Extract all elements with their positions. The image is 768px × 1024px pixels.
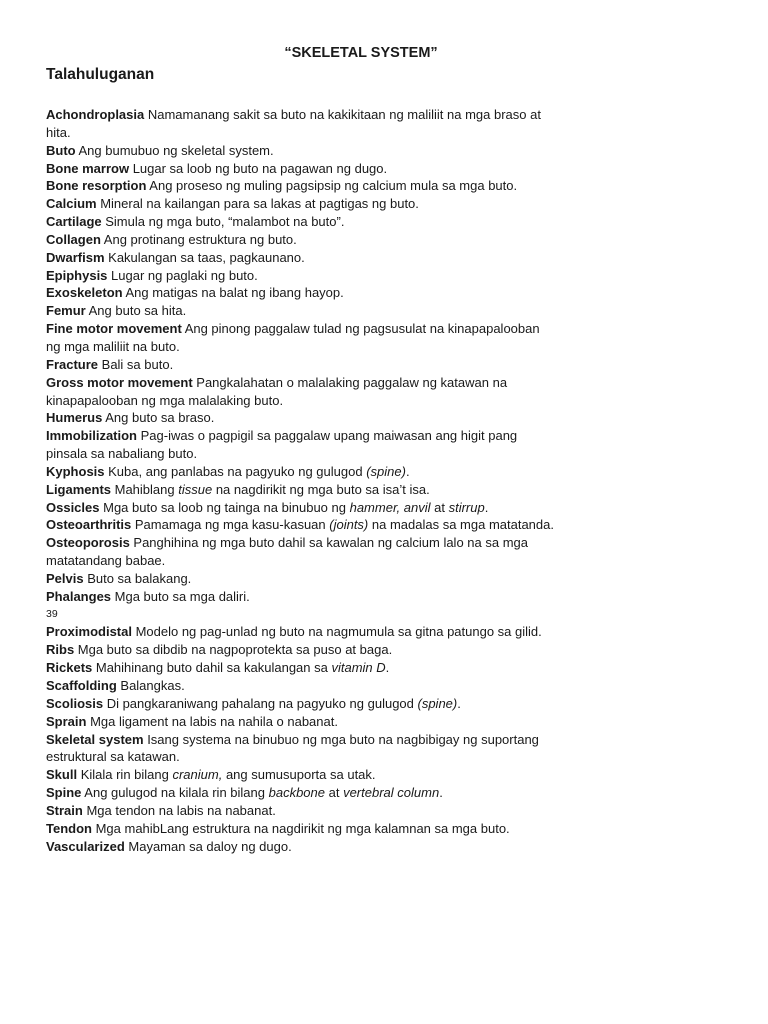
glossary-entry — [46, 534, 556, 570]
glossary-definition-tail: . — [484, 499, 489, 515]
glossary-definition: Mga ligament na labis na nahila o nabanat. — [86, 713, 338, 729]
glossary-term: Buto — [46, 142, 76, 158]
glossary-definition-tail: . — [405, 463, 410, 479]
section-heading: Talahuluganan — [46, 66, 155, 83]
glossary-definition-italic: (spine) — [366, 463, 406, 479]
glossary-term: Fracture — [46, 356, 99, 372]
glossary-definition: Balangkas. — [116, 678, 185, 693]
glossary-term: Vascularized — [46, 838, 125, 854]
glossary-term: Osteoarthritis — [46, 517, 132, 533]
glossary-entry — [46, 659, 556, 677]
glossary-definition-italic: vertebral column — [343, 785, 440, 801]
glossary-term: Sprain — [46, 713, 87, 729]
glossary-term: Strain — [46, 802, 83, 818]
glossary-definition-italic: tissue — [178, 481, 213, 497]
glossary-term: Osteoporosis — [46, 535, 130, 551]
glossary-definition: Mayaman sa daloy ng dugo. — [124, 838, 292, 854]
glossary-definition: Lugar sa loob ng buto na pagawan ng dugo. — [129, 160, 388, 176]
glossary-term: Achondroplasia — [46, 107, 145, 122]
glossary-entry — [46, 838, 556, 856]
glossary-definition: Ang buto sa hita. — [85, 303, 187, 319]
glossary-entry — [46, 160, 556, 178]
glossary-definition: Mga tendon na labis na nabanat. — [82, 802, 276, 818]
glossary-term: Calcium — [46, 196, 97, 212]
glossary-entry — [46, 302, 556, 320]
glossary-definition: Modelo ng pag-unlad ng buto na nagmumula sa gitna patungo sa gilid. — [131, 624, 542, 640]
glossary-term: Skeletal system — [46, 731, 144, 747]
glossary-entry — [46, 641, 556, 659]
glossary-definition: Mahiblang — [111, 481, 179, 497]
glossary-entry — [46, 695, 556, 713]
glossary-entry — [46, 499, 556, 517]
glossary-entry — [46, 356, 556, 374]
glossary-term: Scaffolding — [46, 678, 117, 693]
glossary-term: Exoskeleton — [46, 285, 123, 301]
glossary-definition-tail: at — [325, 785, 344, 801]
glossary-definition-italic: stirrup — [448, 499, 485, 515]
glossary-list — [46, 106, 556, 855]
glossary-term: Fine motor movement — [46, 321, 182, 337]
glossary-definition: Kakulangan sa taas, pagkaunano. — [104, 249, 305, 265]
glossary-term: Rickets — [46, 660, 93, 676]
glossary-term: Tendon — [46, 820, 92, 836]
glossary-definition: Mga buto sa loob ng tainga na binubuo ng — [99, 499, 350, 515]
glossary-entry — [46, 213, 556, 231]
glossary-term: Immobilization — [46, 428, 137, 444]
document-title: “SKELETAL SYSTEM” — [284, 45, 438, 61]
glossary-entry — [46, 320, 556, 356]
glossary-entry — [46, 409, 556, 427]
glossary-definition: Namamanang sakit sa buto na kakikitaan ng maliliit na mga braso at hita. — [46, 107, 541, 140]
glossary-term: Bone resorption — [46, 178, 147, 194]
glossary-definition: Pamamaga ng mga kasu-kasuan — [131, 517, 330, 533]
glossary-definition: Ang buto sa braso. — [102, 410, 215, 426]
glossary-entry — [46, 231, 556, 249]
glossary-entry — [46, 623, 556, 641]
glossary-entry — [46, 677, 556, 695]
glossary-entry — [46, 142, 556, 160]
page-number: 39 — [46, 607, 58, 620]
glossary-entry — [46, 731, 556, 767]
glossary-term: Collagen — [46, 231, 101, 247]
glossary-entry — [46, 463, 556, 481]
glossary-definition-italic: vitamin D — [331, 660, 386, 676]
glossary-term: Kyphosis — [46, 463, 105, 479]
glossary-definition: Ang pinong paggalaw tulad ng pagsusulat na kinapapalooban ng mga maliliit na buto. — [46, 321, 540, 354]
glossary-definition: Simula ng mga buto, “malambot na buto”. — [101, 214, 345, 230]
glossary-definition: Mga mahibLang estruktura na nagdirikit ng mga kalamnan sa mga buto. — [91, 820, 510, 836]
glossary-definition-tail: na madalas sa mga matatanda. — [368, 517, 554, 533]
glossary-entry — [46, 802, 556, 820]
glossary-entry — [46, 820, 556, 838]
glossary-term: Epiphysis — [46, 267, 108, 283]
glossary-entry — [46, 516, 556, 534]
glossary-definition-tail: . — [385, 660, 390, 676]
glossary-term: Pelvis — [46, 570, 84, 586]
glossary-entry — [46, 106, 556, 142]
glossary-entry — [46, 267, 556, 285]
glossary-definition: Di pangkaraniwang pahalang na pagyuko ng gulugod — [103, 695, 418, 711]
glossary-definition: Mineral na kailangan para sa lakas at pagtigas ng buto. — [96, 196, 419, 212]
glossary-definition: Ang gulugod na kilala rin bilang — [81, 785, 269, 801]
glossary-definition: Bali sa buto. — [98, 356, 174, 372]
glossary-definition: Lugar ng paglaki ng buto. — [107, 267, 258, 283]
glossary-definition: Mga buto sa mga daliri. — [111, 588, 250, 604]
glossary-definition: Ang proseso ng muling pagsipsip ng calcium mula sa mga buto. — [146, 178, 518, 194]
glossary-definition: Pag-iwas o pagpigil sa paggalaw upang maiwasan ang higit pang pinsala sa nabaliang buto. — [46, 428, 518, 462]
glossary-term: Phalanges — [46, 588, 112, 604]
glossary-definition-tail: at — [430, 499, 449, 515]
glossary-term: Bone marrow — [46, 160, 130, 176]
glossary-term: Humerus — [46, 410, 103, 426]
glossary-definition: Isang systema na binubuo ng mga buto na nagbibigay ng suportang estruktural sa katawan. — [46, 731, 539, 765]
glossary-entry — [46, 784, 556, 802]
glossary-entry — [46, 249, 556, 267]
glossary-definition-italic: (spine) — [417, 695, 458, 711]
glossary-definition: Ang bumubuo ng skeletal system. — [75, 142, 274, 158]
glossary-entry — [46, 195, 556, 213]
glossary-term: Ribs — [46, 642, 75, 658]
glossary-term: Femur — [46, 303, 86, 319]
glossary-entry — [46, 588, 556, 606]
glossary-term: Cartilage — [46, 214, 102, 230]
glossary-entry — [46, 284, 556, 302]
glossary-definition: Mahihinang buto dahil sa kakulangan sa — [92, 660, 332, 676]
glossary-entry — [46, 177, 556, 195]
glossary-term: Ossicles — [46, 499, 100, 515]
glossary-definition-tail: ang sumusuporta sa utak. — [222, 767, 376, 783]
glossary-term: Skull — [46, 767, 78, 783]
glossary-definition-italic: backbone — [268, 785, 325, 801]
glossary-definition: Pangkalahatan o malalaking paggalaw ng katawan na kinapapalooban ng mga malalaking buto. — [46, 374, 508, 408]
glossary-definition-tail: na nagdirikit ng mga buto sa isa’t isa. — [212, 481, 430, 497]
glossary-entry — [46, 427, 556, 463]
glossary-definition: Ang matigas na balat ng ibang hayop. — [122, 285, 344, 301]
glossary-term: Scoliosis — [46, 695, 104, 711]
glossary-definition: Panghihina ng mga buto dahil sa kawalan ng calcium lalo na sa mga matatandang babae. — [46, 535, 528, 569]
glossary-term: Spine — [46, 785, 82, 801]
glossary-entry — [46, 374, 556, 410]
glossary-definition-italic: cranium, — [172, 767, 223, 783]
glossary-definition-italic: (joints) — [329, 517, 369, 533]
glossary-entry — [46, 570, 556, 588]
glossary-term: Dwarfism — [46, 249, 105, 265]
glossary-term: Gross motor movement — [46, 374, 193, 390]
glossary-definition: Kuba, ang panlabas na pagyuko ng gulugod — [104, 463, 367, 479]
glossary-definition: Ang protinang estruktura ng buto. — [100, 231, 297, 247]
glossary-definition: Mga buto sa dibdib na nagpoprotekta sa puso at baga. — [74, 642, 393, 658]
glossary-definition-tail: . — [439, 785, 443, 801]
glossary-definition-tail: . — [457, 695, 461, 711]
glossary-entry — [46, 713, 556, 731]
glossary-entry — [46, 766, 556, 784]
glossary-definition: Kilala rin bilang — [77, 767, 173, 783]
glossary-entry — [46, 481, 556, 499]
glossary-term: Ligaments — [46, 481, 112, 497]
glossary-definition-italic: hammer, anvil — [349, 499, 431, 515]
glossary-definition: Buto sa balakang. — [83, 570, 192, 586]
glossary-term: Proximodistal — [46, 624, 132, 640]
